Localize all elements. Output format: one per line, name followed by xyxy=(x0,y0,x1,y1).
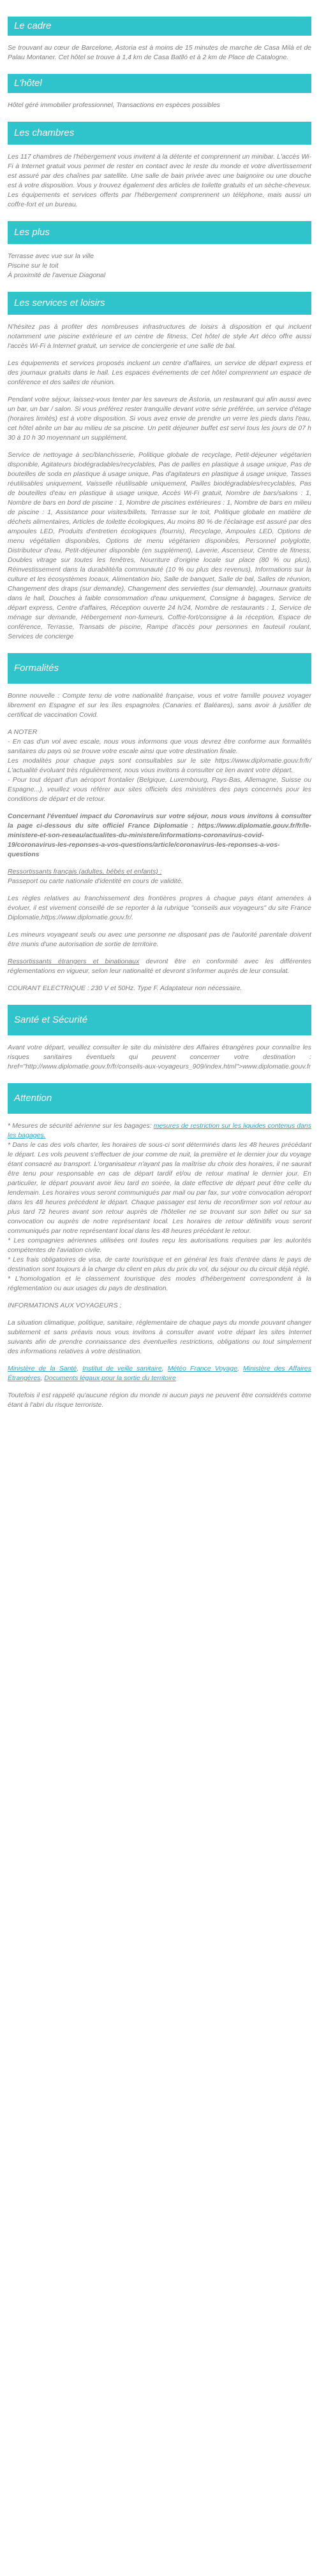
attention-bullet: * Dans le cas des vols charter, les horaires de sous-ci sont déterminés dans les 48 heures précédant le départ. Les vols peuvent s'effectuer de jour comme de nuit, la première et le dernier jour du voyage étant consacré au transport. L'organisateur n'ayant pas la maîtrise du choix des horaires, il ne saurait être tenu pour responsable en cas de départ tardif et/ou de retour matinal le dernier jour. En particulier, le départ pouvant avoir lieu tard en soirée, la date effective de départ peut être celle du lendemain. Les horaires vous seront communiqués par mail ou par fax, sur votre convocation aéroport dans les 48 heures précédent le départ. Chaque passager est tenu de reconfirmer son vol retour au plus tard 72 heures avant son retour auprès de l'hôtelier ne se trouvant sur son billet ou sur sa convocation ou auprès de notre représentant local. Les horaires de retour définitifs vous seront communiqués par notre représentant local dans les 48 heures précédant le retour. xyxy=(8,1141,311,1235)
section-plus xyxy=(8,221,311,280)
section-title-cadre: Le cadre xyxy=(8,17,311,36)
services-paragraph: Service de nettoyage à sec/blanchisserie, Politique globale de recyclage, Petit-déjeuner végétarien disponible, Agitateurs biodégradables/recyclables, Pas de pailles en plastique à usage unique, Pas de bouteilles de soda en plastique à usage unique, Pas d'agitateurs en plastique à usage unique, Tasses réutilisables uniquement, Vaisselle réutilisable uniquement, Pailles biodégradables/recyclables, Pas de bouteilles d'eau en plastique à usage unique, Accès Wi-Fi gratuit, Nombre de bars/salons : 1, Nombre de bars en bord de piscine : 1, Nombre de piscines extérieures : 1, Nombre de bars en milieu de piscine : 1, Assistance pour visites/billets, Terrasse sur le toit, Politique globale en matière de déchets alimentaires, Articles de toilette écologiques, Au moins 80 % de l'éclairage est assuré par des ampoules LED, Produits d'entretien écologiques (fournis), Recyclage, Ampoules LED, Options de menu végétalien disponibles, Options de menu végétarien disponibles, Personnel polyglotte, Distributeur d'eau, Petit-déjeuner disponible (en supplément), Laverie, Ascenseur, Centre de fitness, Doubles vitrage sur toutes les fenêtres, Nourriture d'origine locale sur place (80 % ou plus), Réinvestissement dans la durabilité/la communauté (10 % ou plus des revenus), Informations sur la culture et les écosystèmes locaux, Alimentation bio, Salle de banquet, Salle de bal, Salles de réunion, Changement des draps (sur demande), Changement des serviettes (sur demande), Journaux gratuits dans le hall, Douches à faible consommation d'eau uniquement, Consigne à bagages, Service de départ express, Centre d'affaires, Réception ouverte 24 h/24, Nombre de restaurants : 1, Service de ménage sur demande, Hébergement non-fumeurs, Coffre-fort/consigne à la réception, Espace de conférence, Terrasse, Transats de piscine, Rampe d'accès pour personnes en fauteuil roulant, Services de concierge xyxy=(8,451,311,640)
health-ministry-link[interactable]: Ministère de la Santé xyxy=(8,1365,77,1372)
hotel-text: Hôtel géré immobilier professionnel, Transactions en espèces possibles xyxy=(8,101,221,109)
info-links: Ministère de la Santé, Institut de veille sanitaire, Météo France Voyage, Ministère des Affaires Étrangères, Documents légaux pour la sortie du territoire xyxy=(8,1365,311,1382)
section-title-attention: Attention xyxy=(8,1083,311,1114)
cadre-text: Se trouvant au cœur de Barcelone, Astoria est à moins de 15 minutes de marche de Casa Milà et de Palau Montaner. Cet hôtel se trouve à 1,4 km de Casa Batlló et à 2 km de Place de Catalogne. xyxy=(8,44,311,61)
info-text: La situation climatique, politique, sanitaire, réglementaire de chaque pays du monde pouvant changer subitement et sans préavis nous vous invitons à consulter avant votre départ les sites Internet suivants afin de prendre connaissance des éventuelles restrictions, obligations ou tout simplement des informations relatives à votre destination. xyxy=(8,1319,311,1355)
coronavirus-notice: Concernant l'éventuel impact du Coronavirus sur votre séjour, nous vous invitons à consulter la page ci-dessous du site officiel France Diplomatie : https://www.diplomatie.gouv.fr/fr/le-ministere-et-son-reseau/actualites-du-ministere/informations-coronavirus-covid-19/coronavirus-les-reponses-a-vos-questions/article/coronavirus-les-reponses-a-vos-questions xyxy=(8,812,311,858)
section-formalites xyxy=(8,653,311,993)
services-paragraph: Pendant votre séjour, laissez-vous tenter par les saveurs de Astoria, un restaurant qui afin aussi avec un bar, un bar / salon. Si vous préférez rester tranquille devant votre série préférée, un service d'étage (horaires limités) est à votre disposition. Si vous avez envie de prendre un verre les pieds dans l'eau, cet hôtel abrite un bar au milieu de sa piscine. Un petit déjeuner buffet est servi tous les jours de 07 h 30 à 10 h 30 moyennant un supplément. xyxy=(8,396,311,442)
attention-bullet: * Les compagnies aériennes utilisées ont toutes reçu les autorisations requises par les autorités compétentes de l'aviation civile. xyxy=(8,1237,311,1254)
attention-bullet: * L'homologation et le classement touristique des modes d'hébergement correspondent à la réglementation ou aux usages du pays de destination. xyxy=(8,1275,311,1292)
plus-line-3: À proximité de l'avenue Diagonal xyxy=(8,271,106,279)
note-title: A NOTER xyxy=(8,728,38,736)
electric-current: COURANT ELECTRIQUE : 230 V et 50Hz. Type F. Adaptateur non nécessaire. xyxy=(8,984,242,992)
health-watch-link[interactable]: Institut de veille sanitaire xyxy=(82,1365,162,1372)
services-paragraph: Les équipements et services proposés incluent un centre d'affaires, un service de départ express et des journaux gratuits dans le hall. Les espaces événements de cet hôtel comprennent un espace de conférence et des salles de réunion. xyxy=(8,359,311,386)
section-title-chambres: Les chambres xyxy=(8,122,311,145)
section-chambres xyxy=(8,122,311,210)
info-title: INFORMATIONS AUX VOYAGEURS : xyxy=(8,1302,122,1309)
section-title-hotel: L'hôtel xyxy=(8,74,311,93)
section-title-services: Les services et loisirs xyxy=(8,292,311,315)
border-rules: Les règles relatives au franchissement des frontières propres à chaque pays étant amenées à évoluer, il est vivement conseillé de se reporter à la rubrique "conseils aux voyageurs" du site France Diplomatie,https://www.diplomatie.gouv.fr/. xyxy=(8,895,311,921)
note-line: - En cas d'un vol avec escale, nous vous informons que vous devrez être conforme aux formalités sanitaires du pays où se trouve votre escale ainsi que votre destination finale. xyxy=(8,738,311,755)
plus-line-1: Terrasse avec vue sur la ville xyxy=(8,252,94,260)
section-services xyxy=(8,292,311,642)
note-line: Les modalités pour chaque pays sont consultables sur le site https://www.diplomatie.gouv.fr/fr/ L'actualité évoluant très régulièrement, nous vous invitons à consulter ce lien avant votre départ. xyxy=(8,757,311,774)
section-sante xyxy=(8,1005,311,1072)
foreign-text: devront être en conformité avec les différentes réglementations en vigueur, selon leur nationalité et devront s'informer auprès de leur consulat. xyxy=(8,958,311,975)
formalites-intro: Bonne nouvelle : Compte tenu de votre nationalité française, vous et votre famille pouvez voyager librement en Espagne et sur les îles espagnoles (Canaries et Baléares), sans avoir à justifier de certificat de vaccination Covid. xyxy=(8,692,311,719)
security-measures xyxy=(8,1121,311,1140)
foreign-nationals xyxy=(8,957,311,976)
minors-rule: Les mineurs voyageant seuls ou avec une personne ne disposant pas de l'autorité parentale doivent être munis d'une autorisation de sortie de territoire. xyxy=(8,931,311,948)
section-title-plus: Les plus xyxy=(8,221,311,244)
documents-text: Passeport ou carte nationale d'identité en cours de validité. xyxy=(8,877,183,885)
terror-risk-notice: Toutefois il est rappelé qu'aucune région du monde ni aucun pays ne peuvent être considérés comme étant à l'abri du risque terroriste. xyxy=(8,1392,311,1409)
section-title-sante: Santé et Sécurité xyxy=(8,1005,311,1035)
note-line: - Pour tout départ d'un aéroport frontalier (Belgique, Luxembourg, Pays-Bas, Allemagne, Suisse ou Espagne...), veuillez vous référer aux sites officiels des ministères des pays concernés pour les conditions de départ et de retour. xyxy=(8,776,311,803)
legal-documents-link[interactable]: Documents légaux pour la sortie du territoire xyxy=(44,1374,176,1382)
page-content xyxy=(8,0,311,1410)
security-lead: * Mesures de sécurité aérienne sur les bagages: xyxy=(8,1122,154,1130)
services-paragraph: N'hésitez pas à profiter des nombreuses infrastructures de loisirs à disposition et qui incluent notamment une piscine extérieure et un centre de fitness. Cet hôtel de style Art déco offre aussi l'accès Wi-Fi à Internet gratuit, un service de conciergerie et une salle de bal. xyxy=(8,323,311,350)
plus-line-2: Piscine sur le toit xyxy=(8,262,59,270)
weather-travel-link[interactable]: Météo France Voyage xyxy=(167,1365,238,1372)
chambres-text: Les 117 chambres de l'hébergement vous invitent à la détente et comprennent un minibar. L'accès Wi-Fi à Internet gratuit vous permet de rester en contact avec le reste du monde et votre divertissement est assuré par des chaînes par satellite. Une salle de bain privée avec une baignoire ou une douche est à votre disposition. Vous y trouvez également des articles de toilette gratuits et un sèche-cheveux. Les équipements et services offerts par l'hébergement comprennent un téléphone, mais aussi un coffre-fort et un bureau. xyxy=(8,153,311,208)
foreign-title: Ressortissants étrangers et binationaux xyxy=(8,958,140,965)
documents-title: Ressortissants français (adultes, bébés et enfants) : xyxy=(8,868,162,875)
section-title-formalites: Formalités xyxy=(8,653,311,684)
attention-bullet: * Les frais obligatoires de visa, de carte touristique et en général les frais d'entrée dans le pays de destination sont toujours à la charge du client en plus du prix du vol, du séjour ou du circuit déjà réglé. xyxy=(8,1256,311,1273)
section-attention xyxy=(8,1083,311,1410)
sante-text: Avant votre départ, veuillez consulter le site du ministère des Affaires étrangères pour connaître les risques sanitaires éventuels qui peuvent concerner votre destination : href="http://www.diplomatie.gouv.fr/fr/conseils-aux-voyageurs_909/index.html">www.diplomatie.gouv.fr xyxy=(8,1044,311,1070)
section-hotel xyxy=(8,74,311,110)
section-cadre xyxy=(8,17,311,62)
foreign-affairs-link[interactable]: Ministère des Affaires Étrangères xyxy=(8,1365,311,1382)
liquids-restriction-link[interactable]: mesures de restriction sur les liquides contenus dans les bagages. xyxy=(8,1122,311,1139)
